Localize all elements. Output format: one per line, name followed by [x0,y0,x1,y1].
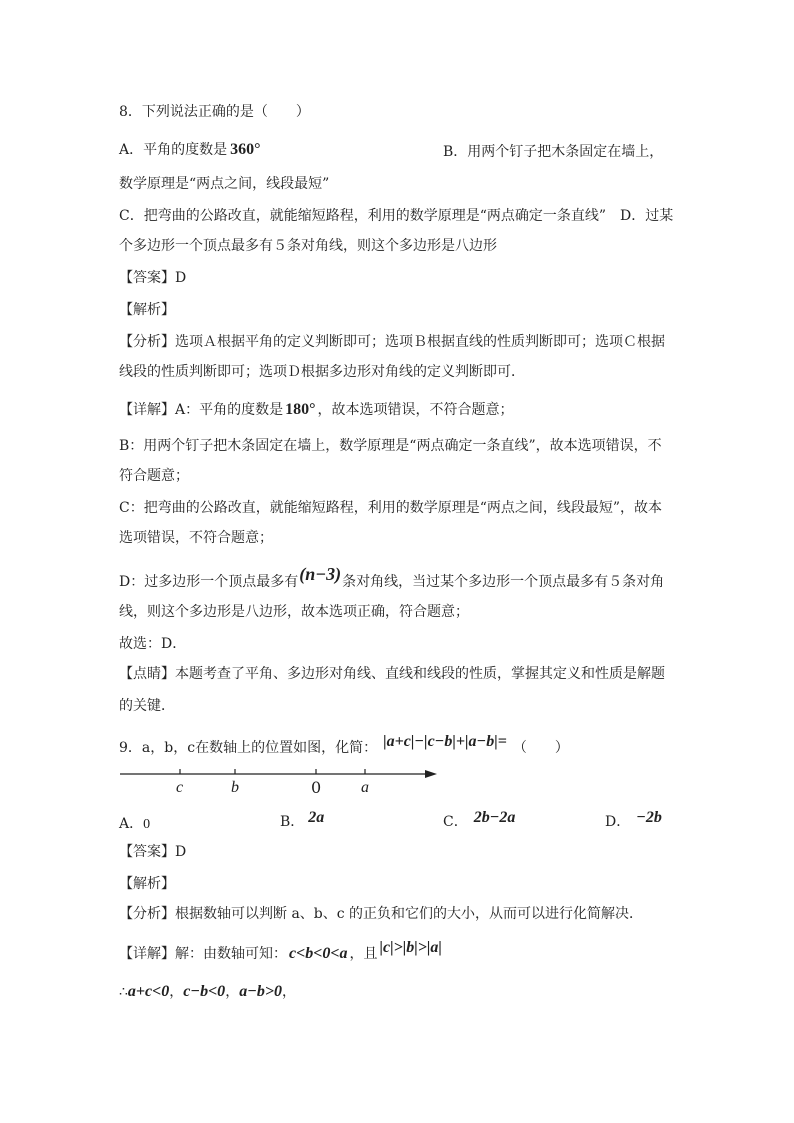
q9-jiexi: 【解析】 [119,876,175,892]
q9-option-d-value: −2b [636,809,662,826]
q9-xiangjie-inequality: c<b<0<a [289,945,348,962]
axis-label-b: b [231,779,239,796]
q8-fenxi-1: 【分析】选项Ａ根据平角的定义判断即可；选项Ｂ根据直线的性质判断即可；选项Ｃ根据 [119,334,665,350]
q8-answer: 【答案】D [119,270,187,286]
q8-option-b-cont: 数学原理是“两点之间，线段最短” [119,176,330,192]
q9-xiangjie-mid: ，且 [349,946,378,962]
q9-stem-expression: |a+c|−|c−b|+|a−b|= [383,733,507,750]
q8-c-1: C：把弯曲的公路改直，就能缩短路程，利用的数学原理是“两点之间，线段最短”，故本 [119,500,663,516]
q8-d-expr: (n−3) [299,564,342,584]
number-line-arrow-icon [425,770,437,778]
q8-d-1 [119,564,665,592]
q8-option-a-label: A．平角的度数是 [119,142,228,158]
q9-stem-text: a，b，c在数轴上的位置如图，化简： [141,740,378,756]
q9-stem-blank: （ ） [512,740,569,756]
q9-option-d-label: D． [605,814,631,830]
q9-comma-1: ， [169,984,184,1000]
q8-stem: 8．下列说法正确的是（ ） [119,104,310,120]
q9-comma-2: ， [225,984,240,1000]
q9-xiangjie-pre: 【详解】解：由数轴可知： [119,946,287,962]
q8-dianjing-2: 的关键． [119,698,175,714]
q9-term-1: a+c<0 [127,983,170,1000]
q9-option-a-value: 0 [143,817,151,832]
q9-xiangjie-abs: |c|>|b|>|a| [379,939,442,956]
q8-d-post: 条对角线，当过某个多边形一个顶点最多有５条对角 [342,574,665,590]
q8-xiangjie-a-post: ，故本选项错误，不符合题意； [317,402,514,418]
q8-dianjing-1: 【点睛】本题考查了平角、多边形对角线、直线和线段的性质，掌握其定义和性质是解题 [119,666,665,682]
q9-option-b [280,809,325,832]
q8-guxuan: 故选：D． [119,636,187,652]
q8-option-d-cont: 个多边形一个顶点最多有５条对角线，则这个多边形是八边形 [119,238,497,254]
q9-term-2: c−b<0 [183,983,226,1000]
q9-term-3: a−b>0 [239,983,282,1000]
axis-label-0: 0 [311,778,322,797]
q9-comma-end: ， [282,984,296,1000]
q9-option-a-label: A． [119,816,144,832]
q9-option-d [605,809,662,832]
q9-option-b-value: 2a [308,809,325,826]
axis-label-a: a [361,779,369,796]
q8-xiangjie-a-pre: 【详解】A：平角的度数是 [119,402,284,418]
q8-b-2: 符合题意； [119,468,189,484]
q8-b-1: B：用两个钉子把木条固定在墙上，数学原理是“两点确定一条直线”，故本选项错误，不 [119,438,662,454]
q8-d-2: 线，则这个多边形是八边形，故本选项正确，符合题意； [119,604,469,620]
axis-label-c: c [176,779,184,796]
q8-xiangjie-a-value: 180° [285,401,316,418]
q8-fenxi-2: 线段的性质判断即可；选项Ｄ根据多边形对角线的定义判断即可． [119,364,525,380]
q9-answer: 【答案】D [119,844,187,860]
q8-c-2: 选项错误，不符合题意； [119,530,273,546]
q8-jiexi: 【解析】 [119,302,175,318]
q9-option-b-label: B． [280,814,305,830]
q9-option-c [443,809,516,832]
q8-option-a [119,140,261,160]
q9-xiangjie [119,939,442,964]
therefore-symbol: ∴ [119,984,128,1000]
q9-option-c-value: 2b−2a [473,809,516,826]
q8-d-pre: D：过多边形一个顶点最多有 [119,574,299,590]
q8-option-c-d: C．把弯曲的公路改直，就能缩短路程，利用的数学原理是“两点确定一条直线” D．过某 [119,208,674,224]
q9-fenxi: 【分析】根据数轴可以判断 a、b、c 的正负和它们的大小，从而可以进行化简解决． [119,906,644,922]
q9-option-a [119,814,150,835]
number-line [115,760,445,800]
q9-option-c-label: C． [443,814,468,830]
q8-xiangjie-a [119,400,514,420]
q9-stem [119,733,569,758]
q9-stem-number: 9． [119,740,142,756]
q8-option-b: B．用两个钉子把木条固定在墙上， [443,144,664,160]
q9-therefore [119,982,296,1002]
q8-option-a-value: 360° [230,141,261,158]
